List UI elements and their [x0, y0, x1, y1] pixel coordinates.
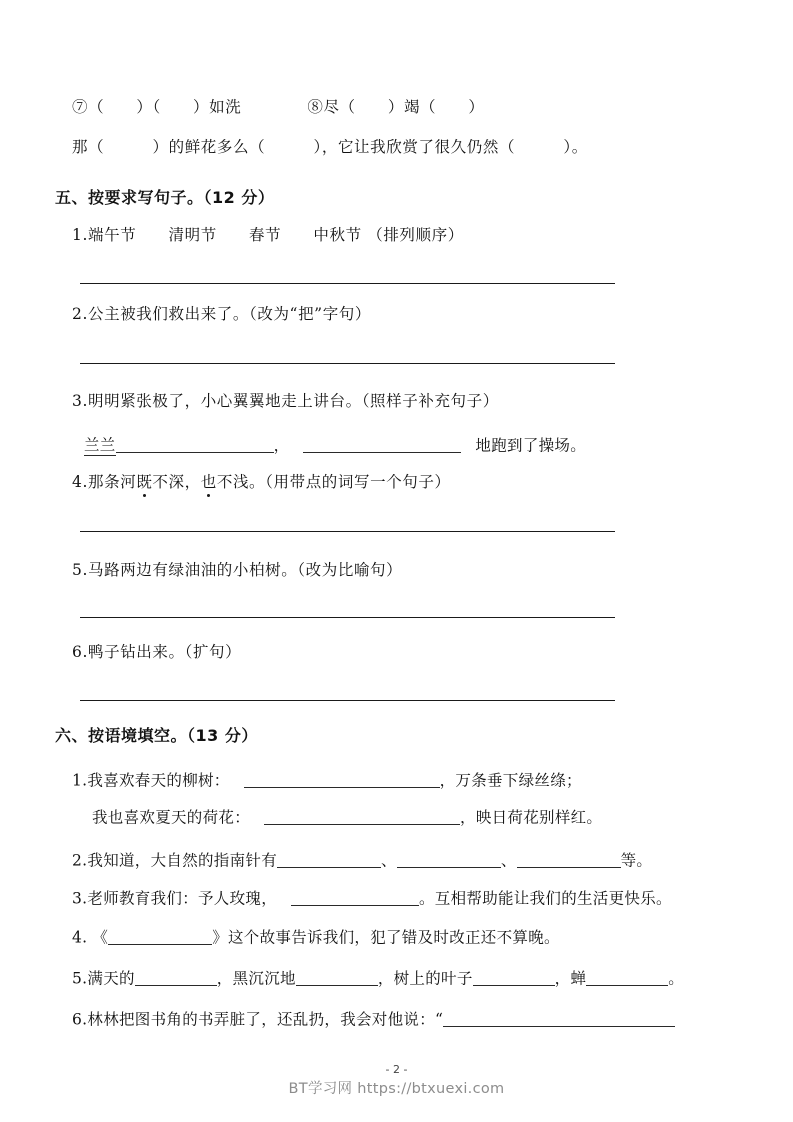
separator-2: 、 — [500, 851, 517, 870]
item-text-mid: 不深， — [152, 473, 201, 491]
part-2: ，黑沉沉地 — [216, 969, 296, 988]
item-suffix: 等。 — [620, 851, 653, 870]
item-mid: 》这个故事告诉我们，犯了错及时改正还不算晚。 — [212, 928, 560, 947]
dotted-word-1: 既 — [136, 473, 153, 491]
item-text-before: 那条河 — [88, 473, 137, 491]
line-a-prefix: 我喜欢春天的柳树： — [87, 771, 230, 790]
item-number: 5. — [72, 969, 88, 988]
item-prefix: 老师教育我们：予人玫瑰， — [87, 889, 277, 908]
line-b-prefix: 我也喜欢夏天的荷花： — [92, 808, 251, 827]
item-text-after: 不浅。（用带点的词写一个句子） — [216, 473, 451, 491]
blank-6-5-d[interactable] — [586, 969, 668, 986]
answer-line-5-1[interactable] — [80, 283, 615, 284]
item-number: 3. — [72, 889, 88, 908]
section-six-item-2 — [72, 851, 652, 871]
watermark — [0, 1077, 793, 1098]
item-number: 1. — [72, 771, 88, 790]
item-number: 6. — [72, 1010, 88, 1029]
watermark-text: BT学习网 https://btxuexi.com — [288, 1081, 505, 1097]
section-six-item-3 — [72, 889, 672, 909]
blank-6-5-c[interactable] — [473, 969, 555, 986]
item-number: 4. — [72, 473, 88, 491]
section-five-item-3-fill-line — [84, 436, 586, 456]
blank-5-3-b[interactable] — [303, 436, 461, 453]
item-number: 2. — [72, 851, 88, 870]
blank-6-5-a[interactable] — [135, 969, 217, 986]
carryover-item-8-text: ⑧尽（ ）竭（ ） — [307, 98, 485, 116]
section-six-heading — [55, 726, 258, 746]
section-five-item-6 — [72, 643, 241, 662]
separator-1: 、 — [381, 851, 397, 870]
blank-6-5-b[interactable] — [296, 969, 378, 986]
answer-line-5-6[interactable] — [80, 700, 615, 701]
section-six-item-5 — [72, 969, 684, 989]
page-number — [0, 1063, 793, 1076]
item-text: 公主被我们救出来了。（改为“把”字句） — [88, 305, 371, 323]
item-text: 鸭子钻出来。（扩句） — [88, 643, 242, 661]
item-number: 2. — [72, 305, 88, 323]
carryover-sentence-text: 那（ ）的鲜花多么（ ），它让我欣赏了很久仍然（ ）。 — [72, 138, 588, 156]
answer-line-5-4[interactable] — [80, 531, 615, 532]
carryover-item-7-text: ⑦（ ）（ ）如洗 — [72, 98, 242, 116]
item-text: 明明紧张极了，小心翼翼地走上讲台。（照样子补充句子） — [88, 392, 499, 410]
page-number-text: - 2 - — [385, 1063, 408, 1076]
fill-suffix-text: 地跑到了操场。 — [475, 436, 587, 455]
section-five-item-5 — [72, 561, 402, 580]
blank-6-3[interactable] — [291, 889, 419, 906]
carryover-item-7 — [72, 98, 484, 117]
item-number: 4. — [72, 928, 88, 947]
fill-middle-punct: ， — [273, 436, 290, 455]
section-six-item-1-line-b — [92, 808, 602, 828]
section-six-item-6 — [72, 1010, 675, 1030]
section-six-heading-text: 六、按语境填空。（13 分） — [55, 726, 258, 745]
item-text: 马路两边有绿油油的小柏树。（改为比喻句） — [88, 561, 403, 579]
fill-prefix-word: 兰兰 — [84, 436, 116, 455]
blank-6-2-b[interactable] — [397, 851, 501, 868]
item-prefix: 林林把图书角的书弄脏了，还乱扔，我会对他说：“ — [87, 1010, 444, 1029]
section-five-heading-text: 五、按要求写句子。（12 分） — [55, 188, 275, 207]
part-4: ，蝉 — [554, 969, 587, 988]
section-five-item-4 — [72, 473, 451, 492]
blank-6-4[interactable] — [108, 928, 212, 945]
item-suffix: 。互相帮助能让我们的生活更快乐。 — [419, 889, 672, 908]
section-five-item-2 — [72, 305, 371, 324]
blank-6-1-b[interactable] — [264, 808, 460, 825]
blank-6-2-c[interactable] — [517, 851, 621, 868]
section-six-item-4 — [72, 928, 560, 948]
section-six-item-1-line-a — [72, 771, 582, 791]
item-number: 6. — [72, 643, 88, 661]
blank-6-6[interactable] — [443, 1010, 675, 1027]
item-number: 3. — [72, 392, 88, 410]
blank-6-2-a[interactable] — [277, 851, 381, 868]
carryover-sentence — [72, 138, 588, 157]
section-five-item-3 — [72, 392, 499, 411]
item-text: 端午节 清明节 春节 中秋节 （排列顺序） — [88, 226, 464, 244]
item-prefix: 我知道，大自然的指南针有 — [87, 851, 277, 870]
answer-line-5-2[interactable] — [80, 363, 615, 364]
part-1: 满天的 — [87, 969, 135, 988]
item-number: 1. — [72, 226, 88, 244]
section-five-item-1 — [72, 226, 464, 245]
dotted-word-2: 也 — [200, 473, 217, 491]
part-3: ，树上的叶子 — [377, 969, 473, 988]
blank-6-1-a[interactable] — [244, 771, 440, 788]
section-five-heading — [55, 188, 274, 208]
blank-5-3-a[interactable] — [116, 436, 274, 453]
item-number: 5. — [72, 561, 88, 579]
answer-line-5-5[interactable] — [80, 617, 615, 618]
book-title-open: 《 — [92, 928, 109, 947]
part-5: 。 — [668, 969, 685, 988]
line-b-suffix: ，映日荷花别样红。 — [460, 808, 603, 827]
line-a-suffix: ，万条垂下绿丝绦； — [439, 771, 582, 790]
